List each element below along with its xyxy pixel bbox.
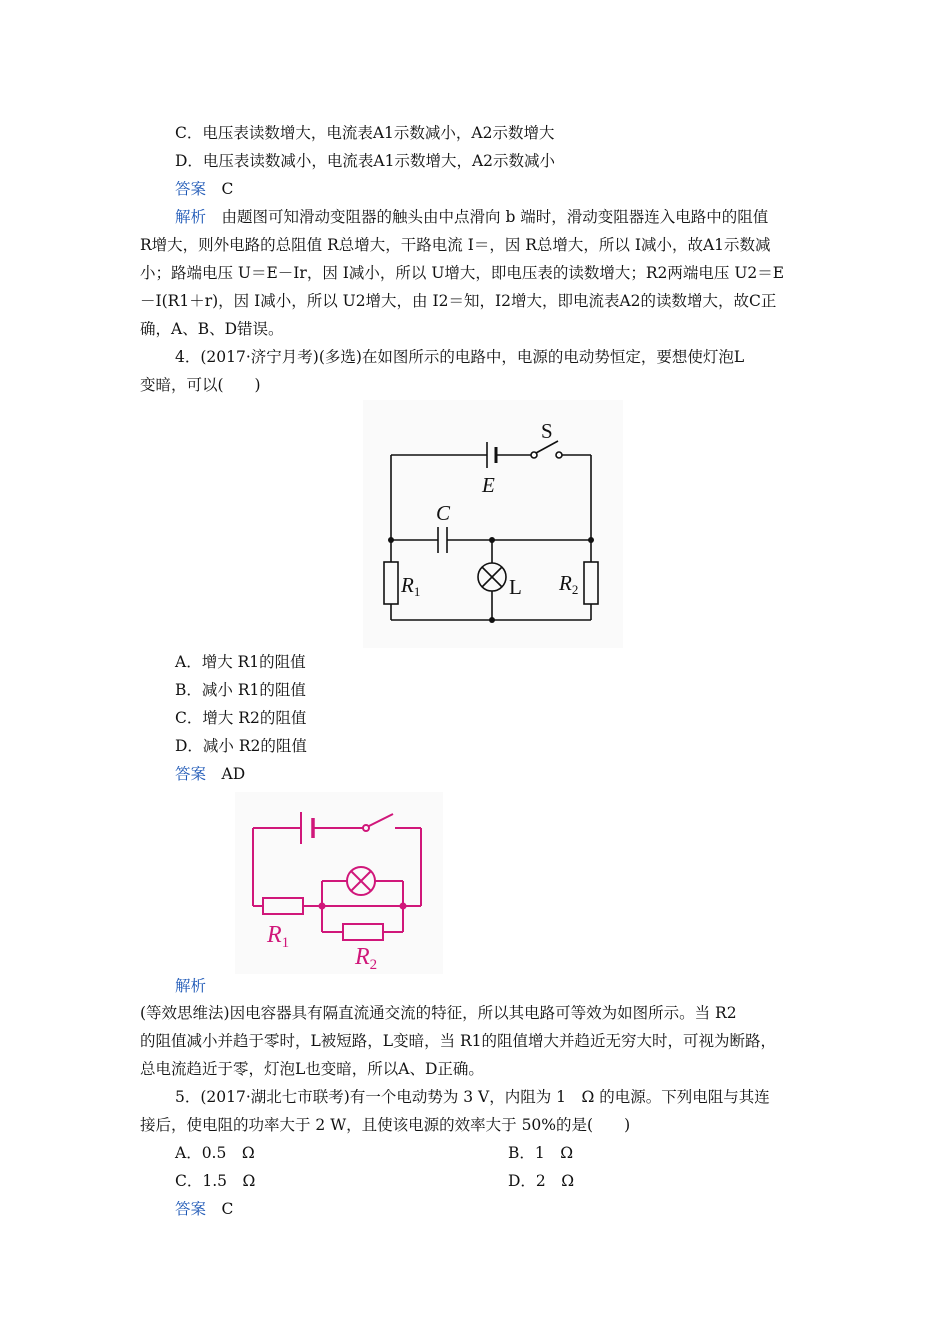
q3-answer-line xyxy=(175,179,233,199)
q3-analysis-line-3: 小；路端电压 U＝E－Ir，因 I减小，所以 U增大，即电压表的读数增大；R2两端电压 U2＝E xyxy=(140,264,785,282)
label-s: S xyxy=(541,419,553,443)
answer-label: 答案 xyxy=(175,180,207,198)
answer-label: 答案 xyxy=(175,1200,207,1218)
label-l: L xyxy=(509,575,522,599)
label-e: E xyxy=(482,473,495,497)
answer-label: 答案 xyxy=(175,765,207,783)
q5-option-d: D．2 Ω xyxy=(508,1172,575,1190)
answer-value: C xyxy=(221,180,234,198)
q4-analysis-label-line xyxy=(175,976,206,996)
label-r1: R1 xyxy=(401,573,421,599)
q4-option-b: B．减小 R1的阻值 xyxy=(175,681,306,699)
q4-analysis-line-2: 的阻值减小并趋于零时，L被短路，L变暗，当 R1的阻值增大并趋近无穷大时，可视为断路， xyxy=(140,1032,777,1050)
q4-answer-line xyxy=(175,764,245,784)
analysis-label: 解析 xyxy=(175,977,207,995)
q3-analysis-line-1 xyxy=(175,207,768,227)
q5-option-c: C．1.5 Ω xyxy=(175,1172,256,1190)
circuit-diagram-2 xyxy=(235,792,443,974)
label-r1: $R_1$ xyxy=(267,922,290,951)
q5-answer-line xyxy=(175,1199,233,1219)
q3-analysis-line-4: －I(R1＋r)，因 I减小，所以 U2增大，由 I2＝知，I2增大，即电流表A2的读数增大，故C正 xyxy=(140,292,777,310)
label-c: C xyxy=(436,501,451,525)
analysis-text: 由题图可知滑动变阻器的触头由中点滑向 b 端时，滑动变阻器连入电路中的阻值 xyxy=(221,208,769,226)
q3-option-d: D．电压表读数减小，电流表A1示数增大，A2示数减小 xyxy=(175,152,556,170)
q3-analysis-line-5: 确，A、B、D错误。 xyxy=(140,320,284,338)
q3-analysis-line-2: R增大，则外电路的总阻值 R总增大，干路电流 I＝，因 R总增大，所以 I减小，故A1示数减 xyxy=(140,236,771,254)
q5-option-b: B．1 Ω xyxy=(508,1144,574,1162)
label-r2: R2 xyxy=(559,571,579,597)
q4-option-c: C．增大 R2的阻值 xyxy=(175,709,307,727)
q4-analysis-line-1: (等效思维法)因电容器具有隔直流通交流的特征，所以其电路可等效为如图所示。当 R2 xyxy=(140,1004,737,1022)
q5-stem-line-2: 接后，使电阻的功率大于 2 W，且使该电源的效率大于 50%的是( ) xyxy=(140,1116,631,1134)
q4-analysis-line-3: 总电流趋近于零，灯泡L也变暗，所以A、D正确。 xyxy=(140,1060,484,1078)
q5-option-a: A．0.5 Ω xyxy=(175,1144,255,1162)
q4-option-d: D．减小 R2的阻值 xyxy=(175,737,307,755)
q4-option-a: A．增大 R1的阻值 xyxy=(175,653,306,671)
answer-value: C xyxy=(221,1200,234,1218)
q3-option-c: C．电压表读数增大，电流表A1示数减小，A2示数增大 xyxy=(175,124,555,142)
label-r2: $R_2$ xyxy=(355,944,378,973)
q4-stem-line-1: 4．(2017·济宁月考)(多选)在如图所示的电路中，电源的电动势恒定，要想使灯泡L xyxy=(175,348,745,366)
q4-stem-line-2: 变暗，可以( ) xyxy=(140,376,261,394)
circuit-diagram-1 xyxy=(363,400,623,648)
analysis-label: 解析 xyxy=(175,208,207,226)
answer-value: AD xyxy=(221,765,246,783)
q5-stem-line-1: 5．(2017·湖北七市联考)有一个电动势为 3 V，内阻为 1 Ω 的电源。下列电阻与其连 xyxy=(175,1088,770,1106)
